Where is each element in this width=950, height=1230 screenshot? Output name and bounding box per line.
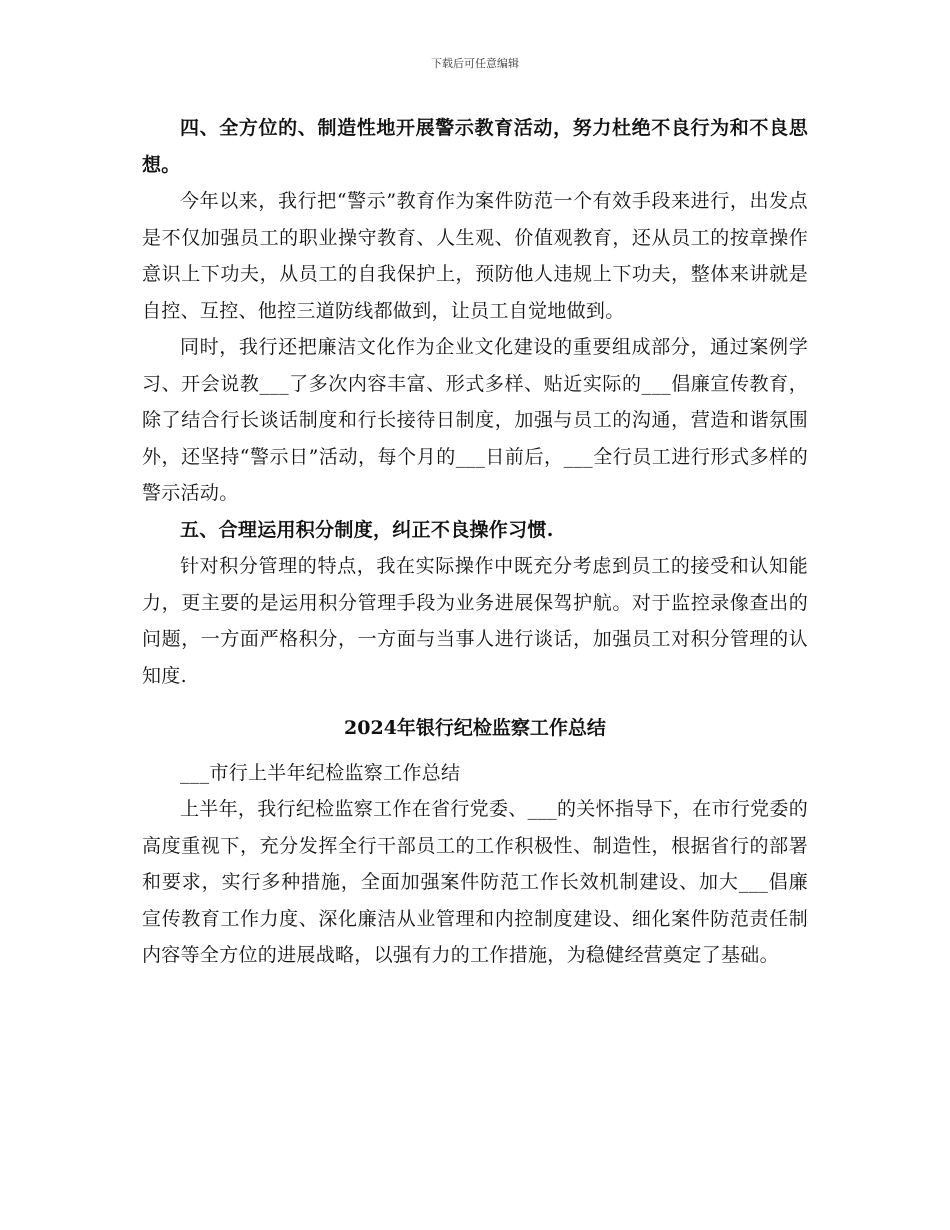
section-4-heading: 四、全方位的、制造性地开展警示教育活动，努力杜绝不良行为和不良思想。 xyxy=(142,117,808,176)
section-5-heading: 五、合理运用积分制度，纠正不良操作习惯. xyxy=(180,518,554,541)
page-header-note: 下载后可任意编辑 xyxy=(431,57,519,70)
section-5-paragraph-1: 针对积分管理的特点，我在实际操作中既充分考虑到员工的接受和认知能力，更主要的是运用积分管理手段为业务进展保驾护航。对于监控录像查出的问题，一方面严格积分，一方面与当事人进行谈话，加强员工对积分管理的认知度. xyxy=(142,555,808,687)
document-paragraph-1: 上半年，我行纪检监察工作在省行党委、___的关怀指导下，在市行党委的高度重视下，充分发挥全行干部员工的工作积极性、制造性，根据省行的部署和要求，实行多种措施，全面加强案件防范工作长效机制建设、加大___倡廉宣传教育工作力度、深化廉洁从业管理和内控制度建设、细化案件防范责任制内容等全方位的进展战略，以强有力的工作措施，为稳健经营奠定了基础。 xyxy=(142,798,808,966)
section-4-paragraph-1: 今年以来，我行把“警示”教育作为案件防范一个有效手段来进行，出发点是不仅加强员工的职业操守教育、人生观、价值观教育，还从员工的按章操作意识上下功夫，从员工的自我保护上，预防他人违规上下功夫，整体来讲就是自控、互控、他控三道防线都做到，让员工自觉地做到。 xyxy=(142,190,808,322)
document-body xyxy=(142,110,808,974)
section-4-paragraph-2: 同时，我行还把廉洁文化作为企业文化建设的重要组成部分，通过案例学习、开会说教___了多次内容丰富、形式多样、贴近实际的___倡廉宣传教育，除了结合行长谈话制度和行长接待日制度，加强与员工的沟通，营造和谐氛围外，还坚持“警示日”活动，每个月的___日前后，___全行员工进行形式多样的警示活动。 xyxy=(142,336,808,504)
document-title: 2024年银行纪检监察工作总结 xyxy=(344,717,606,739)
document-subtitle: ___市行上半年纪检监察工作总结 xyxy=(180,761,461,784)
